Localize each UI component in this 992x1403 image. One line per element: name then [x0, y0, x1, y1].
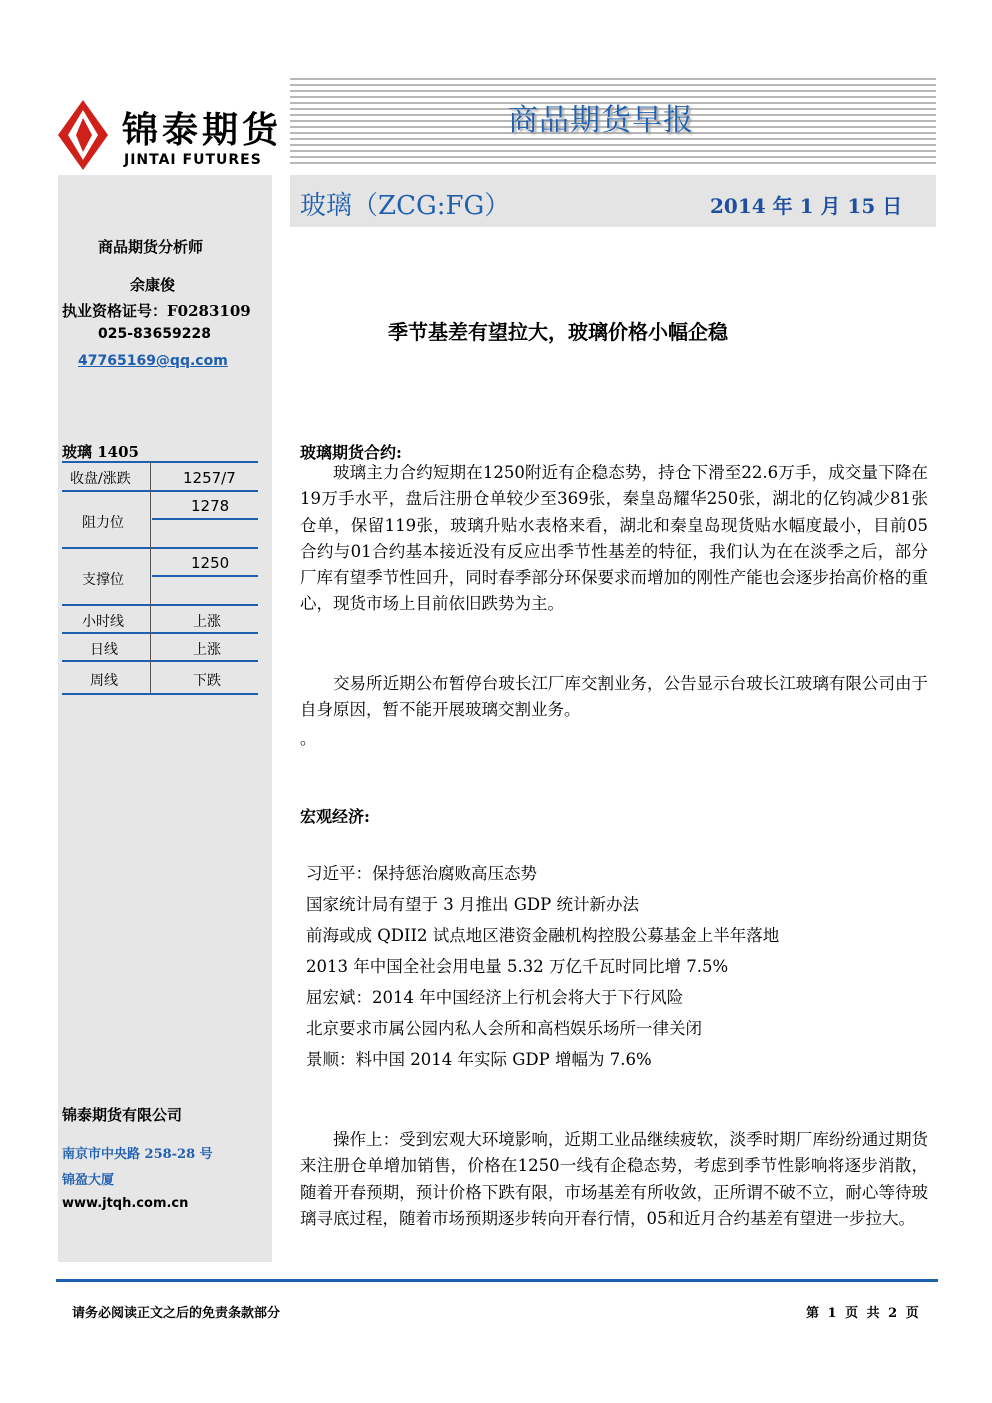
row-label-daily: 日线 [90, 642, 118, 658]
table-rule [62, 660, 258, 662]
brand-name-cn: 锦泰期货 [122, 110, 283, 151]
market-table-title: 玻璃 1405 [62, 443, 139, 461]
analyst-email-link[interactable]: 47765169@qq.com [78, 353, 228, 369]
paragraph-tail-mark: 。 [300, 729, 317, 748]
news-item: 前海或成 QDII2 试点地区港资金融机构控股公募基金上半年落地 [306, 926, 780, 945]
footer-disclaimer: 请务必阅读正文之后的免责条款部分 [72, 1306, 281, 1321]
row-label-resistance: 阻力位 [82, 515, 124, 531]
analyst-name: 余康俊 [130, 276, 176, 294]
company-name: 锦泰期货有限公司 [62, 1106, 183, 1124]
news-item: 国家统计局有望于 3 月推出 GDP 统计新办法 [306, 895, 639, 914]
row-label-support: 支撑位 [82, 572, 124, 588]
section-title-glass: 玻璃期货合约: [300, 443, 402, 462]
table-rule [62, 693, 258, 695]
table-rule [62, 547, 258, 549]
table-rule [152, 518, 258, 520]
row-value-close: 1257/7 [183, 469, 236, 487]
row-value-weekly: 下跌 [193, 673, 221, 689]
jintai-logo-icon [58, 100, 108, 170]
analyst-phone: 025-83659228 [98, 326, 211, 342]
table-rule [62, 604, 258, 606]
commodity-title: 玻璃（ZCG:FG） [300, 191, 511, 221]
analyst-role: 商品期货分析师 [98, 238, 204, 256]
table-rule [62, 461, 258, 463]
brand-name-en: JINTAI FUTURES [124, 152, 262, 168]
company-address-line1: 南京市中央路 258-28 号 [62, 1147, 213, 1162]
report-date: 2014 年 1 月 15 日 [710, 194, 903, 218]
paragraph-operation: 操作上：受到宏观大环境影响，近期工业品继续疲软，淡季时期厂库纷纷通过期货来注册仓单增加销售，价格在1250一线有企稳态势，考虑到季节性影响将逐步消散，随着开春预期，预计价格下跌有限，市场基差有所收敛，正所谓不破不立，耐心等待玻璃寻底过程，随着市场预期逐步转向开春行情，05和近月合约基差有望进一步拉大。 [300, 1130, 928, 1228]
row-label-weekly: 周线 [90, 673, 118, 689]
row-value-hourly: 上涨 [193, 614, 221, 630]
table-rule [62, 490, 258, 492]
news-item: 屈宏斌：2014 年中国经济上行机会将大于下行风险 [306, 988, 684, 1007]
news-item: 习近平：保持惩治腐败高压态势 [306, 864, 537, 883]
row-label-close: 收盘/涨跌 [70, 471, 131, 487]
report-title: 商品期货早报 [508, 103, 694, 138]
row-value-daily: 上涨 [193, 642, 221, 658]
news-item: 景顺：料中国 2014 年实际 GDP 增幅为 7.6% [306, 1050, 652, 1069]
table-column-divider [150, 462, 151, 693]
paragraph-exchange-notice: 交易所近期公布暂停台玻长江厂库交割业务，公告显示台玻长江玻璃有限公司由于自身原因，暂不能开展玻璃交割业务。 [300, 674, 928, 720]
headline: 季节基差有望拉大，玻璃价格小幅企稳 [388, 320, 728, 344]
page-number: 第 1 页 共 2 页 [806, 1306, 919, 1321]
footer-rule [56, 1279, 938, 1282]
news-item: 北京要求市属公园内私人会所和高档娱乐场所一律关闭 [306, 1019, 702, 1038]
company-address-line2: 锦盈大厦 [62, 1173, 115, 1188]
table-rule [62, 632, 258, 634]
paragraph-glass-contract: 玻璃主力合约短期在1250附近有企稳态势，持仓下滑至22.6万手，成交量下降在19万手水平，盘后注册仓单较少至369张，秦皇岛耀华250张，湖北的亿钧减少81张仓单，保留119张，玻璃升贴水表格来看，湖北和秦皇岛现货贴水幅度最小，目前05合约与01合约基本接近没有反应出季节性基差的特征，我们认为在在淡季之后，部分厂库有望季节性回升，同时春季部分环保要求而增加的刚性产能也会逐步抬高价格的重心，现货市场上目前依旧跌势为主。 [300, 463, 928, 614]
table-rule [152, 575, 258, 577]
analyst-license: 执业资格证号：F0283109 [62, 302, 251, 320]
company-website[interactable]: www.jtqh.com.cn [62, 1196, 189, 1211]
row-value-resistance: 1278 [191, 497, 230, 515]
row-label-hourly: 小时线 [82, 614, 124, 630]
row-value-support: 1250 [191, 554, 230, 572]
section-title-macro: 宏观经济: [300, 807, 370, 826]
news-item: 2013 年中国全社会用电量 5.32 万亿千瓦时同比增 7.5% [306, 957, 729, 976]
